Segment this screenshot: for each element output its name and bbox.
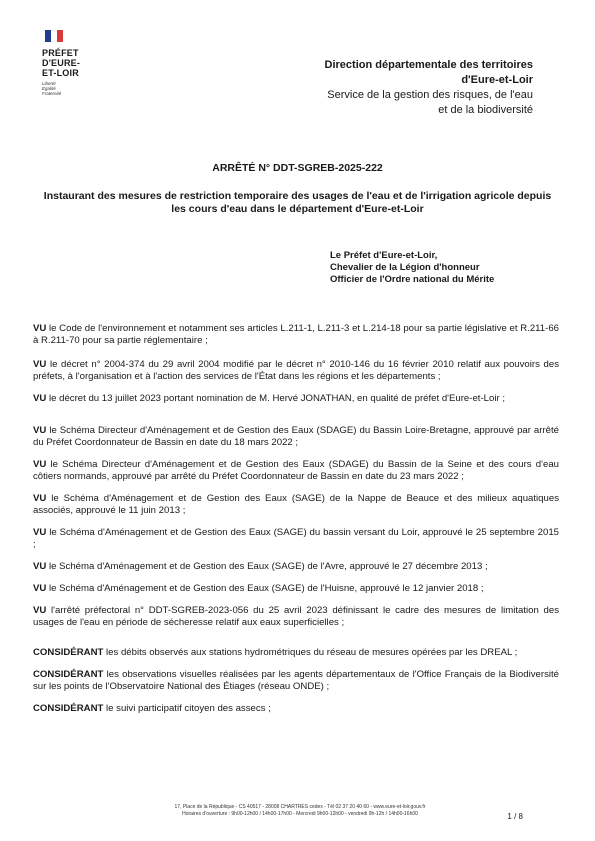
service-name: Service de la gestion des risques, de l'eau bbox=[327, 89, 533, 101]
footer-hours: Horaires d'ouverture : 9h00-12h00 / 14h00-17h00 - Mercredi 9h00-12h00 - vendredi 9h-12h / 14h00-16h00 bbox=[182, 811, 418, 817]
page-number: 1 / 8 bbox=[507, 812, 523, 821]
legal-basis-item: VU l'arrêté préfectoral n° DDT-SGREB-2023-056 du 25 avril 2023 définissant le cadre des mesures de limitation des usages de l'eau en période de sécheresse relatif aux eaux superficielles ; bbox=[33, 605, 559, 628]
logo-motto: Liberté Égalité Fraternité bbox=[42, 81, 62, 96]
department-location: d'Eure-et-Loir bbox=[461, 74, 533, 86]
service-name-cont: et de la biodiversité bbox=[438, 104, 533, 116]
prefet-signature-block: Le Préfet d'Eure-et-Loir, Chevalier de la Légion d'honneur Officier de l'Ordre national du Mérite bbox=[330, 250, 495, 285]
issuing-department bbox=[325, 58, 533, 118]
legal-basis-item: VU le décret n° 2004-374 du 29 avril 2004 modifié par le décret n° 2010-146 du 16 février 2010 relatif aux pouvoirs des préfets, à l'organisation et à l'action des services de l'État dans les régions et les départements ; bbox=[33, 359, 559, 382]
consideration-item: CONSIDÉRANT le suivi participatif citoyen des assecs ; bbox=[33, 703, 271, 714]
prefet-logo bbox=[42, 30, 122, 96]
footer-address: 17, Place de la République - CS 40517 - 28008 CHARTRES cedex - Tél 02 37 20 40 60 - www.eure-et-loir.gouv.fr bbox=[174, 804, 426, 810]
legal-basis-item: VU le Schéma Directeur d'Aménagement et de Gestion des Eaux (SDAGE) du Bassin Loire-Bretagne, approuvé par arrêté du Préfet Coordonnateur de Bassin en date du 18 mars 2022 ; bbox=[33, 425, 559, 448]
legal-basis-item: VU le Schéma d'Aménagement et de Gestion des Eaux (SAGE) de la Nappe de Beauce et des milieux aquatiques associés, approuvé le 11 juin 2013 ; bbox=[33, 493, 559, 516]
consideration-item: CONSIDÉRANT les débits observés aux stations hydrométriques du réseau de mesures opérées par les DREAL ; bbox=[33, 647, 518, 658]
consideration-item: CONSIDÉRANT les observations visuelles réalisées par les agents départementaux de l'Office Français de la Biodiversité sur les points de l'Observatoire National des Étiages (réseau ONDE) ; bbox=[33, 669, 559, 692]
decree-body bbox=[33, 323, 559, 715]
decree-subtitle: Instaurant des mesures de restriction temporaire des usages de l'eau et de l'irrigation agricole depuis les cours d'eau dans le département d'Eure-et-Loir bbox=[43, 190, 552, 215]
legal-basis-item: VU le Schéma d'Aménagement et de Gestion des Eaux (SAGE) de l'Huisne, approuvé le 12 janvier 2018 ; bbox=[33, 583, 484, 594]
legal-basis-item: VU le Schéma d'Aménagement et de Gestion des Eaux (SAGE) de l'Avre, approuvé le 27 décembre 2013 ; bbox=[33, 561, 488, 572]
legal-basis-item: VU le décret du 13 juillet 2023 portant nomination de M. Hervé JONATHAN, en qualité de préfet d'Eure-et-Loir ; bbox=[33, 393, 505, 404]
legal-basis-item: VU le Code de l'environnement et notamment ses articles L.211-1, L.211-3 et L.214-18 pour sa partie législative et R.211-66 à R.211-70 pour sa partie réglementaire ; bbox=[33, 323, 559, 346]
marianne-flag-icon bbox=[45, 30, 63, 42]
page-footer bbox=[110, 804, 490, 818]
decree-title: ARRÊTÉ N° DDT-SGREB-2025-222 bbox=[212, 162, 383, 174]
legal-basis-item: VU le Schéma d'Aménagement et de Gestion des Eaux (SAGE) du bassin versant du Loir, approuvé le 25 septembre 2015 ; bbox=[33, 527, 559, 550]
logo-text: PRÉFET D'EURE- ET-LOIR bbox=[42, 48, 81, 78]
department-name: Direction départementale des territoires bbox=[324, 59, 533, 71]
legal-basis-item: VU le Schéma Directeur d'Aménagement et de Gestion des Eaux (SDAGE) du Bassin de la Seine et des cours d'eau côtiers normands, approuvé par arrêté du Préfet Coordonnateur de Bassin en date du 23 mars 2022 ; bbox=[33, 459, 559, 482]
